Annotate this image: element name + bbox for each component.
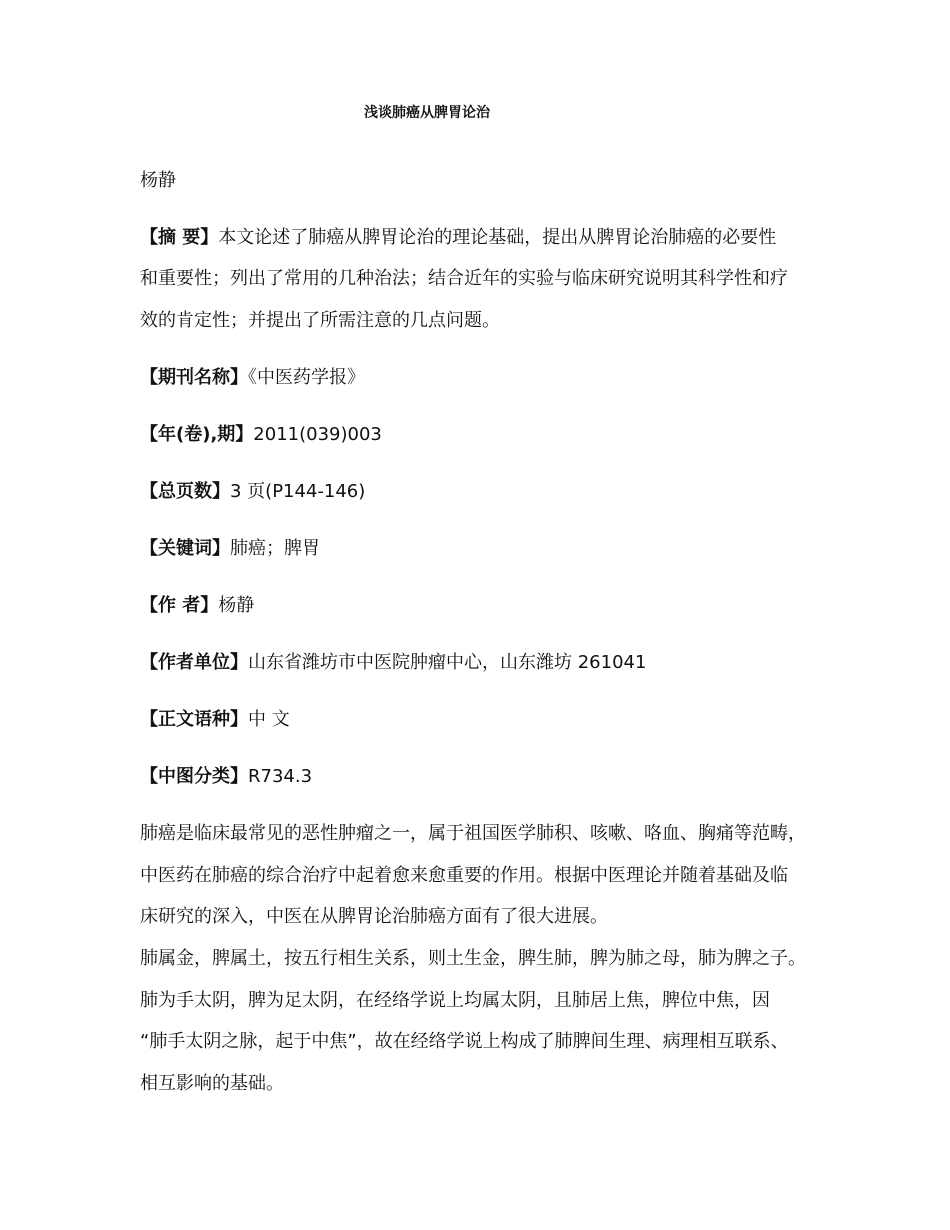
abstract-line-1 [140,226,776,250]
meta-classification-label: 【中图分类】 [140,766,248,787]
meta-language [140,708,290,732]
document-title: 浅谈肺癌从脾胃论治 [364,105,490,121]
meta-author-label: 【作 者】 [140,595,219,616]
abstract-label: 【摘 要】 [140,227,219,248]
meta-author [140,594,254,618]
meta-pages-label: 【总页数】 [140,481,230,502]
body-para1-line-1: 肺癌是临床最常见的恶性肿瘤之一，属于祖国医学肺积、咳嗽、咯血、胸痛等范畴， [140,823,806,844]
meta-journal-value: 《中医药学报》 [248,367,365,388]
meta-affiliation-label: 【作者单位】 [140,652,248,673]
meta-author-value: 杨静 [218,595,255,616]
meta-journal [140,366,365,390]
meta-affiliation-value: 山东省潍坊市中医院肿瘤中心，山东潍坊 261041 [248,652,647,673]
body-para2-line-4: 相互影响的基础。 [140,1073,284,1094]
meta-volume-value: 2011(039)003 [253,424,382,445]
abstract-text-1: 本文论述了肺癌从脾胃论治的理论基础，提出从脾胃论治肺癌的必要性 [218,227,777,248]
body-para1-line-3: 床研究的深入，中医在从脾胃论治肺癌方面有了很大进展。 [140,906,608,927]
meta-pages-value: 3 页(P144-146) [230,481,366,502]
meta-keywords [140,537,320,561]
meta-classification-value: R734.3 [248,766,313,787]
body-para1-line-2: 中医药在肺癌的综合治疗中起着愈来愈重要的作用。根据中医理论并随着基础及临 [140,865,788,886]
body-para2-line-3: “肺手太阴之脉，起于中焦”，故在经络学说上构成了肺脾间生理、病理相互联系、 [140,1031,789,1052]
abstract-line-2: 和重要性；列出了常用的几种治法；结合近年的实验与临床研究说明其科学性和疗 [140,268,788,289]
meta-volume [140,423,382,447]
body-para2-line-2: 肺为手太阴，脾为足太阴，在经络学说上均属太阴，且肺居上焦，脾位中焦，因 [140,990,770,1011]
meta-classification [140,765,312,789]
abstract-line-3: 效的肯定性；并提出了所需注意的几点问题。 [140,310,500,331]
meta-keywords-label: 【关键词】 [140,538,230,559]
meta-keywords-value: 肺癌；脾胃 [230,538,320,559]
meta-language-value: 中 文 [248,709,290,730]
meta-volume-label: 【年(卷),期】 [140,424,254,445]
meta-language-label: 【正文语种】 [140,709,248,730]
meta-affiliation [140,651,646,675]
meta-pages [140,480,365,504]
author-line: 杨静 [140,170,176,191]
meta-journal-label: 【期刊名称】 [140,367,248,388]
body-para2-line-1: 肺属金，脾属土，按五行相生关系，则土生金，脾生肺，脾为肺之母，肺为脾之子。 [140,948,806,969]
